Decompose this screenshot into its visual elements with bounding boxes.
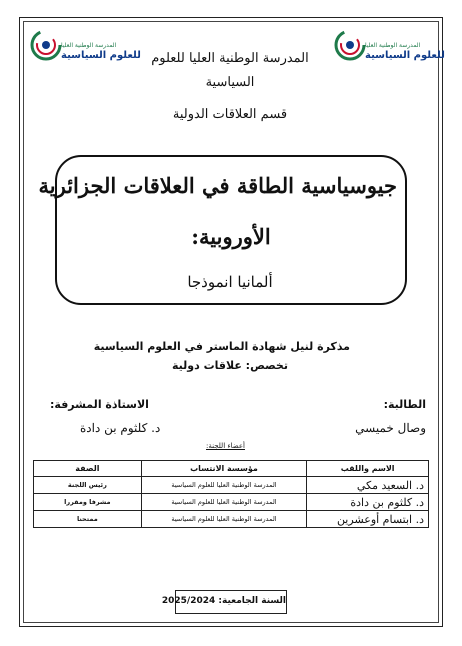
logo-text-line2: للعلوم السياسية	[61, 50, 141, 61]
table-row	[34, 511, 429, 528]
logo-text-line1: المدرسة الوطنية العليا	[61, 42, 117, 49]
logo-text-line2: للعلوم السياسية	[365, 50, 445, 61]
member-role: ممتحنا	[34, 511, 142, 528]
degree-statement: مذكرة لنيل شهادة الماستر في العلوم السياسية	[93, 340, 350, 353]
table-row	[34, 477, 429, 494]
supervisor-label: الاستاذة المشرفة:	[50, 398, 149, 411]
member-name: د. ابتسام أوعشرين	[307, 511, 429, 528]
member-affiliation: المدرسة الوطنية العليا للعلوم السياسية	[141, 494, 307, 511]
table-row	[34, 494, 429, 511]
specialty: تخصص: علاقات دولية	[172, 359, 288, 372]
thesis-subtitle: ألمانيا انموذجا	[187, 273, 273, 291]
school-emblem-icon	[333, 28, 367, 62]
department-name: قسم العلاقات الدولية	[172, 107, 288, 122]
column-header-affiliation: مؤسسة الانتساب	[141, 461, 307, 477]
column-header-name: الاسم واللقب	[307, 461, 429, 477]
table-header-row	[34, 461, 429, 477]
school-emblem-icon	[29, 28, 63, 62]
member-name: د. كلثوم بن دادة	[307, 494, 429, 511]
student-name: وصال خميسي	[355, 421, 426, 435]
academic-year: السنة الجامعية: 2025/2024	[161, 596, 286, 606]
institution-name-line1: المدرسة الوطنية العليا للعلوم	[151, 51, 309, 66]
member-affiliation: المدرسة الوطنية العليا للعلوم السياسية	[141, 477, 307, 494]
thesis-title-line2: الأوروبية:	[191, 224, 271, 249]
student-label: الطالبة:	[383, 398, 426, 411]
thesis-title-line1: جيوسياسية الطاقة في العلاقات الجزائرية	[38, 173, 397, 198]
committee-heading: أعضاء اللجنة:	[206, 442, 245, 450]
school-logo-right	[331, 26, 445, 66]
member-role: مشرفا ومقررا	[34, 494, 142, 511]
supervisor-name: د. كلثوم بن دادة	[80, 421, 161, 435]
member-role: رئيس اللجنة	[34, 477, 142, 494]
institution-name-line2: السياسية	[205, 75, 255, 90]
committee-table	[33, 460, 429, 528]
academic-year-box	[161, 590, 287, 614]
column-header-role: الصفة	[34, 461, 142, 477]
member-name: د. السعيد مكي	[307, 477, 429, 494]
school-logo-left	[27, 26, 141, 66]
logo-text-line1: المدرسة الوطنية العليا	[365, 42, 421, 49]
member-affiliation: المدرسة الوطنية العليا للعلوم السياسية	[141, 511, 307, 528]
